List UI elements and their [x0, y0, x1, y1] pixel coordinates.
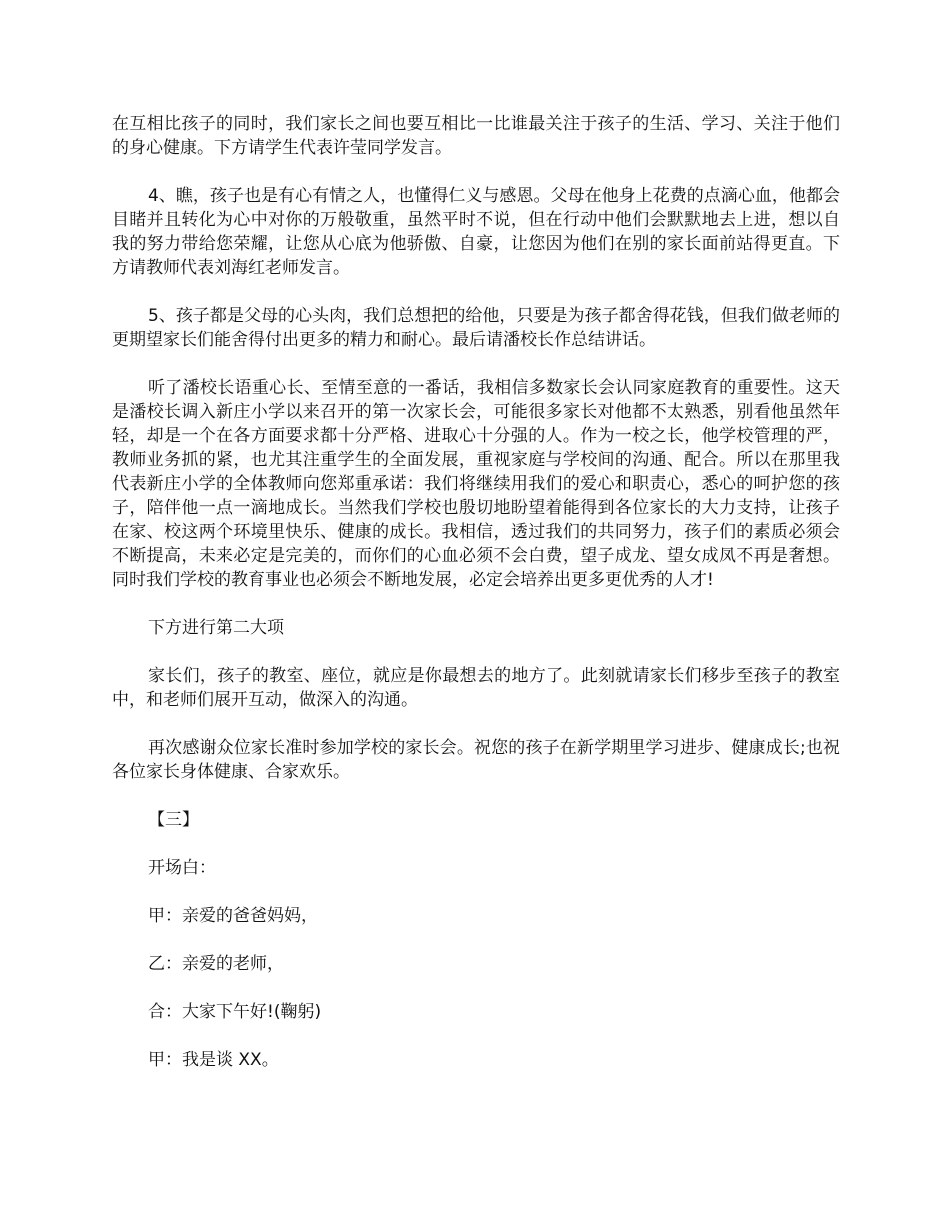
section-heading-part-two: 下方进行第二大项	[148, 618, 284, 638]
paragraph-3: 5、孩子都是父母的心头肉，我们总想把的给他，只要是为孩子都舍得花钱，但我们做老师的更期望家长们能舍得付出更多的精力和耐心。最后请潘校长作总结讲话。	[112, 306, 840, 350]
paragraph-2: 4、瞧，孩子也是有心有情之人，也懂得仁义与感恩。父母在他身上花费的点滴心血，他都会目睹并且转化为心中对你的万般敬重，虽然平时不说，但在行动中他们会默默地去上进，想以自我的努力带给您荣耀，让您从心底为他骄傲、自豪，让您因为他们在别的家长面前站得更直。下方请教师代表刘海红老师发言。	[112, 186, 840, 278]
dialogue-line-2: 乙：亲爱的老师，	[148, 954, 284, 974]
dialogue-line-1: 甲：亲爱的爸爸妈妈，	[148, 906, 318, 926]
paragraph-4: 听了潘校长语重心长、至情至意的一番话，我相信多数家长会认同家庭教育的重要性。这天是潘校长调入新庄小学以来召开的第一次家长会，可能很多家长对他都不太熟悉，别看他虽然年轻，却是一个在各方面要求都十分严格、进取心十分强的人。作为一校之长，他学校管理的严，教师业务抓的紧，也尤其注重学生的全面发展，重视家庭与学校间的沟通、配合。所以在那里我代表新庄小学的全体教师向您郑重承诺：我们将继续用我们的爱心和职责心，悉心的呵护您的孩子，陪伴他一点一滴地成长。当然我们学校也殷切地盼望着能得到各位家长的大力支持，让孩子在家、校这两个环境里快乐、健康的成长。我相信，透过我们的共同努力，孩子们的素质必须会不断提高，未来必定是完美的，而你们的心血必须不会白费，望子成龙、望女成凤不再是奢想。同时我们学校的教育事业也必须会不断地发展，必定会培养出更多更优秀的人才!	[112, 378, 840, 590]
paragraph-1: 在互相比孩子的同时，我们家长之间也要互相比一比谁最关注于孩子的生活、学习、关注于他们的身心健康。下方请学生代表许莹同学发言。	[112, 114, 840, 158]
paragraph-6: 家长们，孩子的教室、座位，就应是你最想去的地方了。此刻就请家长们移步至孩子的教室中，和老师们展开互动，做深入的沟通。	[112, 666, 840, 710]
document-body	[112, 112, 840, 1096]
opening-remarks-heading: 开场白：	[148, 858, 216, 878]
dialogue-line-3: 合：大家下午好!(鞠躬)	[148, 1002, 322, 1022]
dialogue-line-4: 甲：我是谈 XX。	[148, 1050, 279, 1070]
paragraph-7: 再次感谢众位家长准时参加学校的家长会。祝您的孩子在新学期里学习进步、健康成长;也祝各位家长身体健康、合家欢乐。	[112, 738, 840, 782]
section-heading-three: 【三】	[148, 810, 199, 830]
